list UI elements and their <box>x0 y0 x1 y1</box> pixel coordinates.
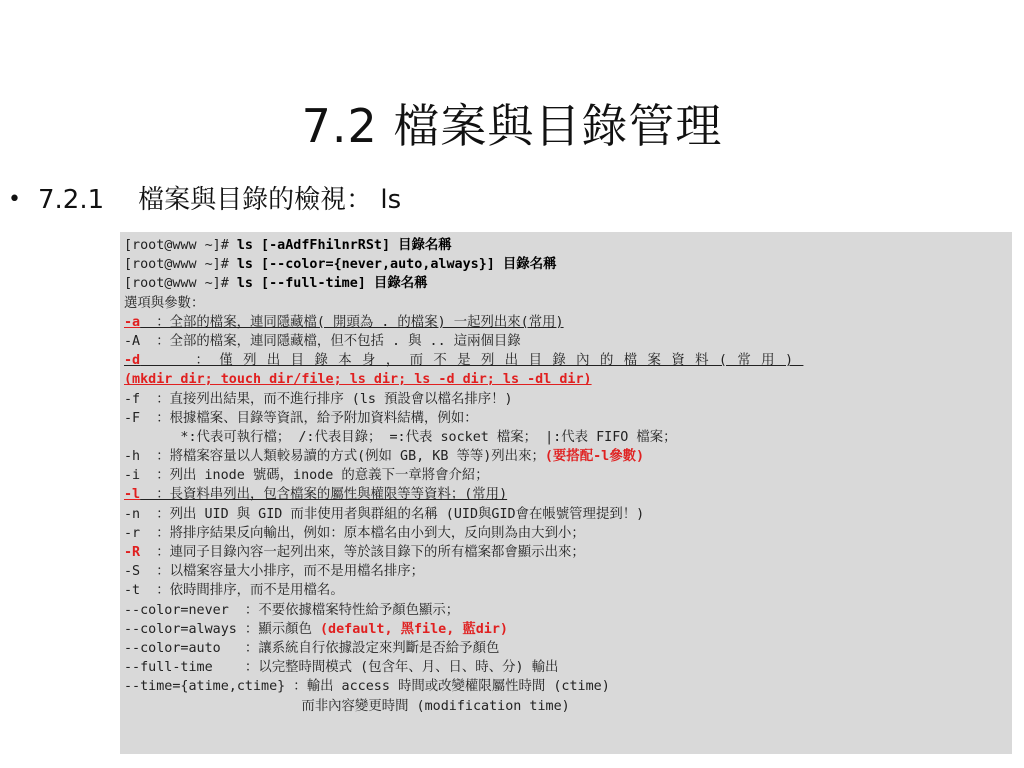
command-line <box>124 255 1012 274</box>
option-d <box>124 351 1012 370</box>
command-text: ls [--full-time] 目錄名稱 <box>236 276 428 292</box>
bullet-item <box>8 180 401 220</box>
option-a <box>124 313 1012 332</box>
slide-title: 7.2 檔案與目錄管理 <box>301 99 723 153</box>
example-text: (mkdir dir; touch dir/file; ls dir; ls -d dir; ls -dl dir) <box>124 372 592 388</box>
option-note: (要搭配-l參數) <box>544 449 645 465</box>
option-d-example <box>124 370 1012 389</box>
option-desc: ：全部的檔案，連同隱藏檔，但不包括 . 與 .. 這兩個目錄 <box>140 333 521 349</box>
option-S: -S ：以檔案容量大小排序，而不是用檔名排序； <box>124 564 425 580</box>
bullet-dot: • <box>8 187 21 212</box>
option-F-detail: *:代表可執行檔； /:代表目錄； =:代表 socket 檔案； |:代表 FIFO 檔案； <box>124 429 677 445</box>
shell-prompt: [root@www ~]# <box>124 238 237 253</box>
option-desc: ：全部的檔案，連同隱藏檔( 開頭為 . 的檔案) 一起列出來(常用) <box>140 314 564 330</box>
option-desc: --color=always ：顯示顏色 <box>124 621 320 637</box>
option-l <box>124 485 1012 504</box>
option-R <box>124 543 1012 562</box>
shell-prompt: [root@www ~]# <box>124 257 237 273</box>
option-color-never: --color=never ：不要依據檔案特性給予顏色顯示； <box>124 602 460 618</box>
option-flag: -d <box>124 353 141 369</box>
option-desc: ：長資料串列出，包含檔案的屬性與權限等等資料；(常用) <box>140 487 508 503</box>
option-h <box>124 447 1012 466</box>
option-note: (default, 黑file, 藍dir) <box>319 621 508 637</box>
option-flag: -R <box>124 545 141 560</box>
option-full-time: --full-time ：以完整時間模式 (包含年、月、日、時、分) 輸出 <box>124 660 559 676</box>
option-r: -r ：將排序結果反向輸出，例如：原本檔名由小到大，反向則為由大到小； <box>124 525 585 541</box>
option-desc: ：僅列出目錄本身，而不是列出目錄內的檔案資料(常用) <box>140 353 804 369</box>
option-desc: ：連同子目錄內容一起列出來，等於該目錄下的所有檔案都會顯示出來； <box>140 545 585 560</box>
option-desc: -h ：將檔案容量以人類較易讀的方式(例如 GB, KB 等等)列出來； <box>124 449 545 465</box>
command-line <box>124 274 1012 293</box>
option-flag: -l <box>124 487 141 503</box>
option-flag: -A <box>124 333 141 349</box>
bullet-number: 7.2.1 <box>38 185 105 215</box>
option-A <box>124 332 1012 351</box>
command-text: ls [--color={never,auto,always}] 目錄名稱 <box>236 257 557 273</box>
option-color-auto: --color=auto ：讓系統自行依據設定來判斷是否給予顏色 <box>124 640 500 656</box>
option-F: -F ：根據檔案、目錄等資訊，給予附加資料結構，例如： <box>124 410 478 426</box>
shell-prompt: [root@www ~]# <box>124 276 237 292</box>
option-time: --time={atime,ctime} ：輸出 access 時間或改變權限屬性時間 (ctime) <box>124 679 610 695</box>
option-f: -f ：直接列出結果，而不進行排序 (ls 預設會以檔名排序！) <box>124 391 513 407</box>
option-color-always <box>124 620 1012 639</box>
option-t: -t ：依時間排序，而不是用檔名。 <box>124 583 344 599</box>
bullet-text: 檔案與目錄的檢視： ls <box>138 185 402 215</box>
option-flag: -a <box>124 314 141 330</box>
option-i: -i ：列出 inode 號碼，inode 的意義下一章將會介紹； <box>124 468 489 484</box>
options-heading: 選項與參數： <box>124 295 205 311</box>
option-time-detail: 而非內容變更時間 (modification time) <box>124 698 570 714</box>
command-line <box>124 236 1012 255</box>
code-block <box>120 232 1012 754</box>
option-n: -n ：列出 UID 與 GID 而非使用者與群組的名稱 (UID與GID會在帳號管理提到！) <box>124 506 645 522</box>
command-text: ls [-aAdfFhilnrRSt] 目錄名稱 <box>236 238 452 253</box>
